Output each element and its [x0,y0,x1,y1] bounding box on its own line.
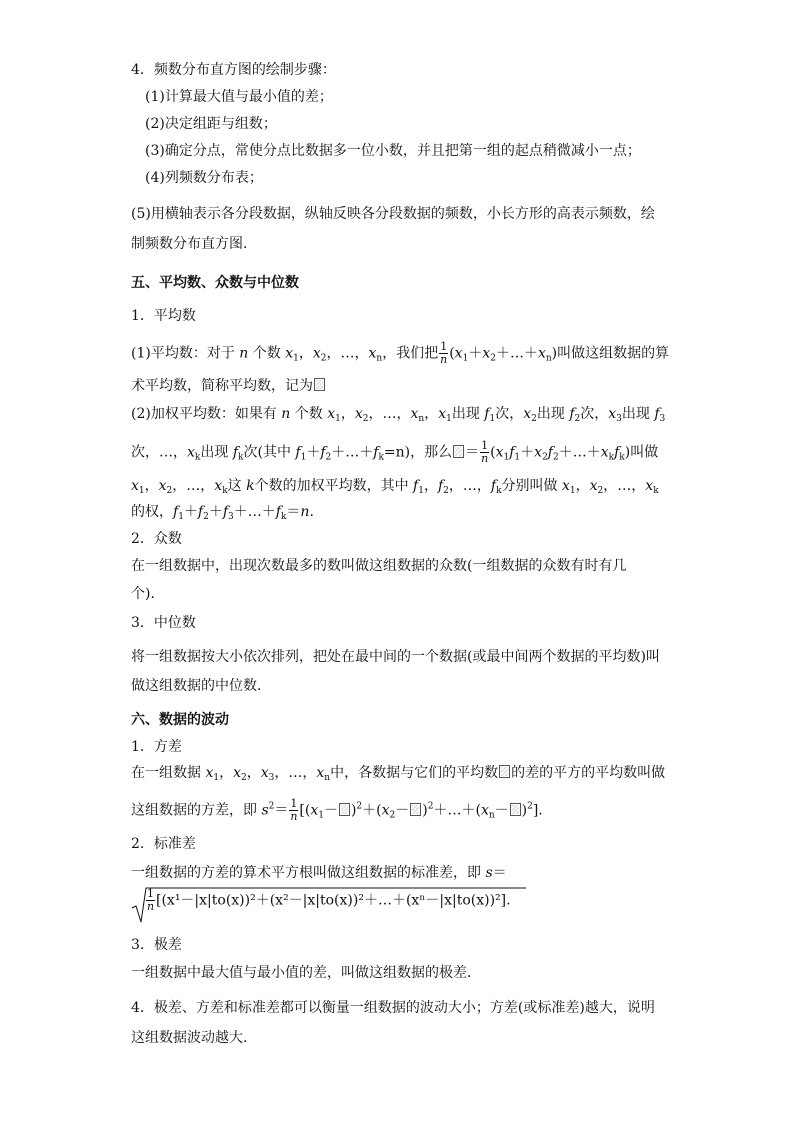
subheading-mean: 1．平均数 [131,308,196,324]
x-bar-placeholder-icon [314,378,325,391]
mode-definition-cont: 个)． [131,586,165,602]
mean-definition-line: (1)平均数：对于 n 个数 $x_1$，$x_2$，…，$x_n$，我们把 $\frac{1}{n}$ $(x_1+x_2+\dots+x_n)$叫做这组数据的算 [131,340,670,366]
step-5: (5)用横轴表示各分段数据，纵轴反映各分段数据的频数，小长方形的高表示频数，绘 [131,206,655,222]
x-bar-placeholder-icon [410,803,421,816]
fluctuation-summary: 4．极差、方差和标准差都可以衡量一组数据的波动大小；方差(或标准差)越大，说明 [131,1000,655,1016]
subheading-standard-deviation: 2．标准差 [131,836,196,852]
standard-deviation-formula: $\frac{1}{n}$ [(x¹－|x|to(x))²＋(x²－|x|to(x))²＋…＋(xⁿ－|x|to(x))²]. [131,884,527,924]
range-definition: 一组数据中最大值与最小值的差，叫做这组数据的极差． [131,965,481,981]
subheading-variance: 1．方差 [131,739,182,755]
histogram-steps-heading: 4．频数分布直方图的绘制步骤： [131,62,336,78]
step-1: (1)计算最大值与最小值的差； [145,89,333,105]
weighted-mean-line-1: (2)加权平均数：如果有 n 个数 $x_1$，$x_2$，…，$x_n$，$x_1$出现 $f_1$次，$x_2$出现 $f_2$次，$x_3$出现 $f_3$ [131,406,666,424]
subheading-range: 3．极差 [131,937,182,953]
weighted-mean-line-3: $x_1$，$x_2$，…，$x_k$这 k个数的加权平均数，其中 $f_1$，$f_2$，…，$f_k$分别叫做 $x_1$，$x_2$，…，$x_k$ [131,478,659,496]
x-bar-placeholder-icon [339,803,350,816]
fluctuation-summary-cont: 这组数据波动越大． [131,1030,257,1046]
variance-formula-line: 这组数据的方差，即 $s^2=$ $\frac{1}{n}$ [$(x_1- )^2+(x_2-$ )$^2+\dots+(x_n- )^2$]. [131,797,543,823]
subheading-median: 3．中位数 [131,615,196,631]
subheading-mode: 2．众数 [131,531,182,547]
mode-definition: 在一组数据中，出现次数最多的数叫做这组数据的众数(一组数据的众数有时有几 [131,558,627,574]
median-definition: 将一组数据按大小依次排列，把处在最中间的一个数据(或最中间两个数据的平均数)叫 [131,649,660,665]
weighted-mean-line-2: 次，…，$x_k$出现 $f_k$次(其中 $f_1+f_2+\dots+f_k=n$)，那么 ＝ $\frac{1}{n}$ $(x_1f_1+x_2f_2+\dots+x_kf_k)$叫做 [131,439,659,465]
standard-deviation-definition: 一组数据的方差的算术平方根叫做这组数据的标准差，即 s＝ [131,865,507,881]
standard-deviation-formula-text: [(x¹－|x|to(x))²＋(x²－|x|to(x))²＋…＋(xⁿ－|x|to(x))²]. [156,892,511,909]
step-2: (2)决定组距与组数； [145,116,277,132]
weighted-mean-line-4: 的权，$f_1+f_2+f_3+\dots+f_k=n$. [131,504,314,522]
section-heading-data-fluctuation: 六、数据的波动 [131,712,229,728]
step-3: (3)确定分点，常使分点比数据多一位小数，并且把第一组的起点稍微减小一点； [145,143,641,159]
x-bar-placeholder-icon [499,765,510,778]
x-bar-placeholder-icon [510,803,521,816]
step-5-cont: 制频数分布直方图． [131,236,257,252]
median-definition-cont: 做这组数据的中位数． [131,678,271,694]
section-heading-mean-mode-median: 五、平均数、众数与中位数 [131,275,299,291]
x-bar-placeholder-icon [453,445,464,458]
variance-definition: 在一组数据 $x_1$，$x_2$，$x_3$，…，$x_n$中，各数据与它们的平均数 的差的平方的平均数叫做 [131,765,666,783]
mean-definition-cont: 术平均数，简称平均数，记为 [131,377,326,395]
step-4: (4)列频数分布表； [145,170,263,186]
